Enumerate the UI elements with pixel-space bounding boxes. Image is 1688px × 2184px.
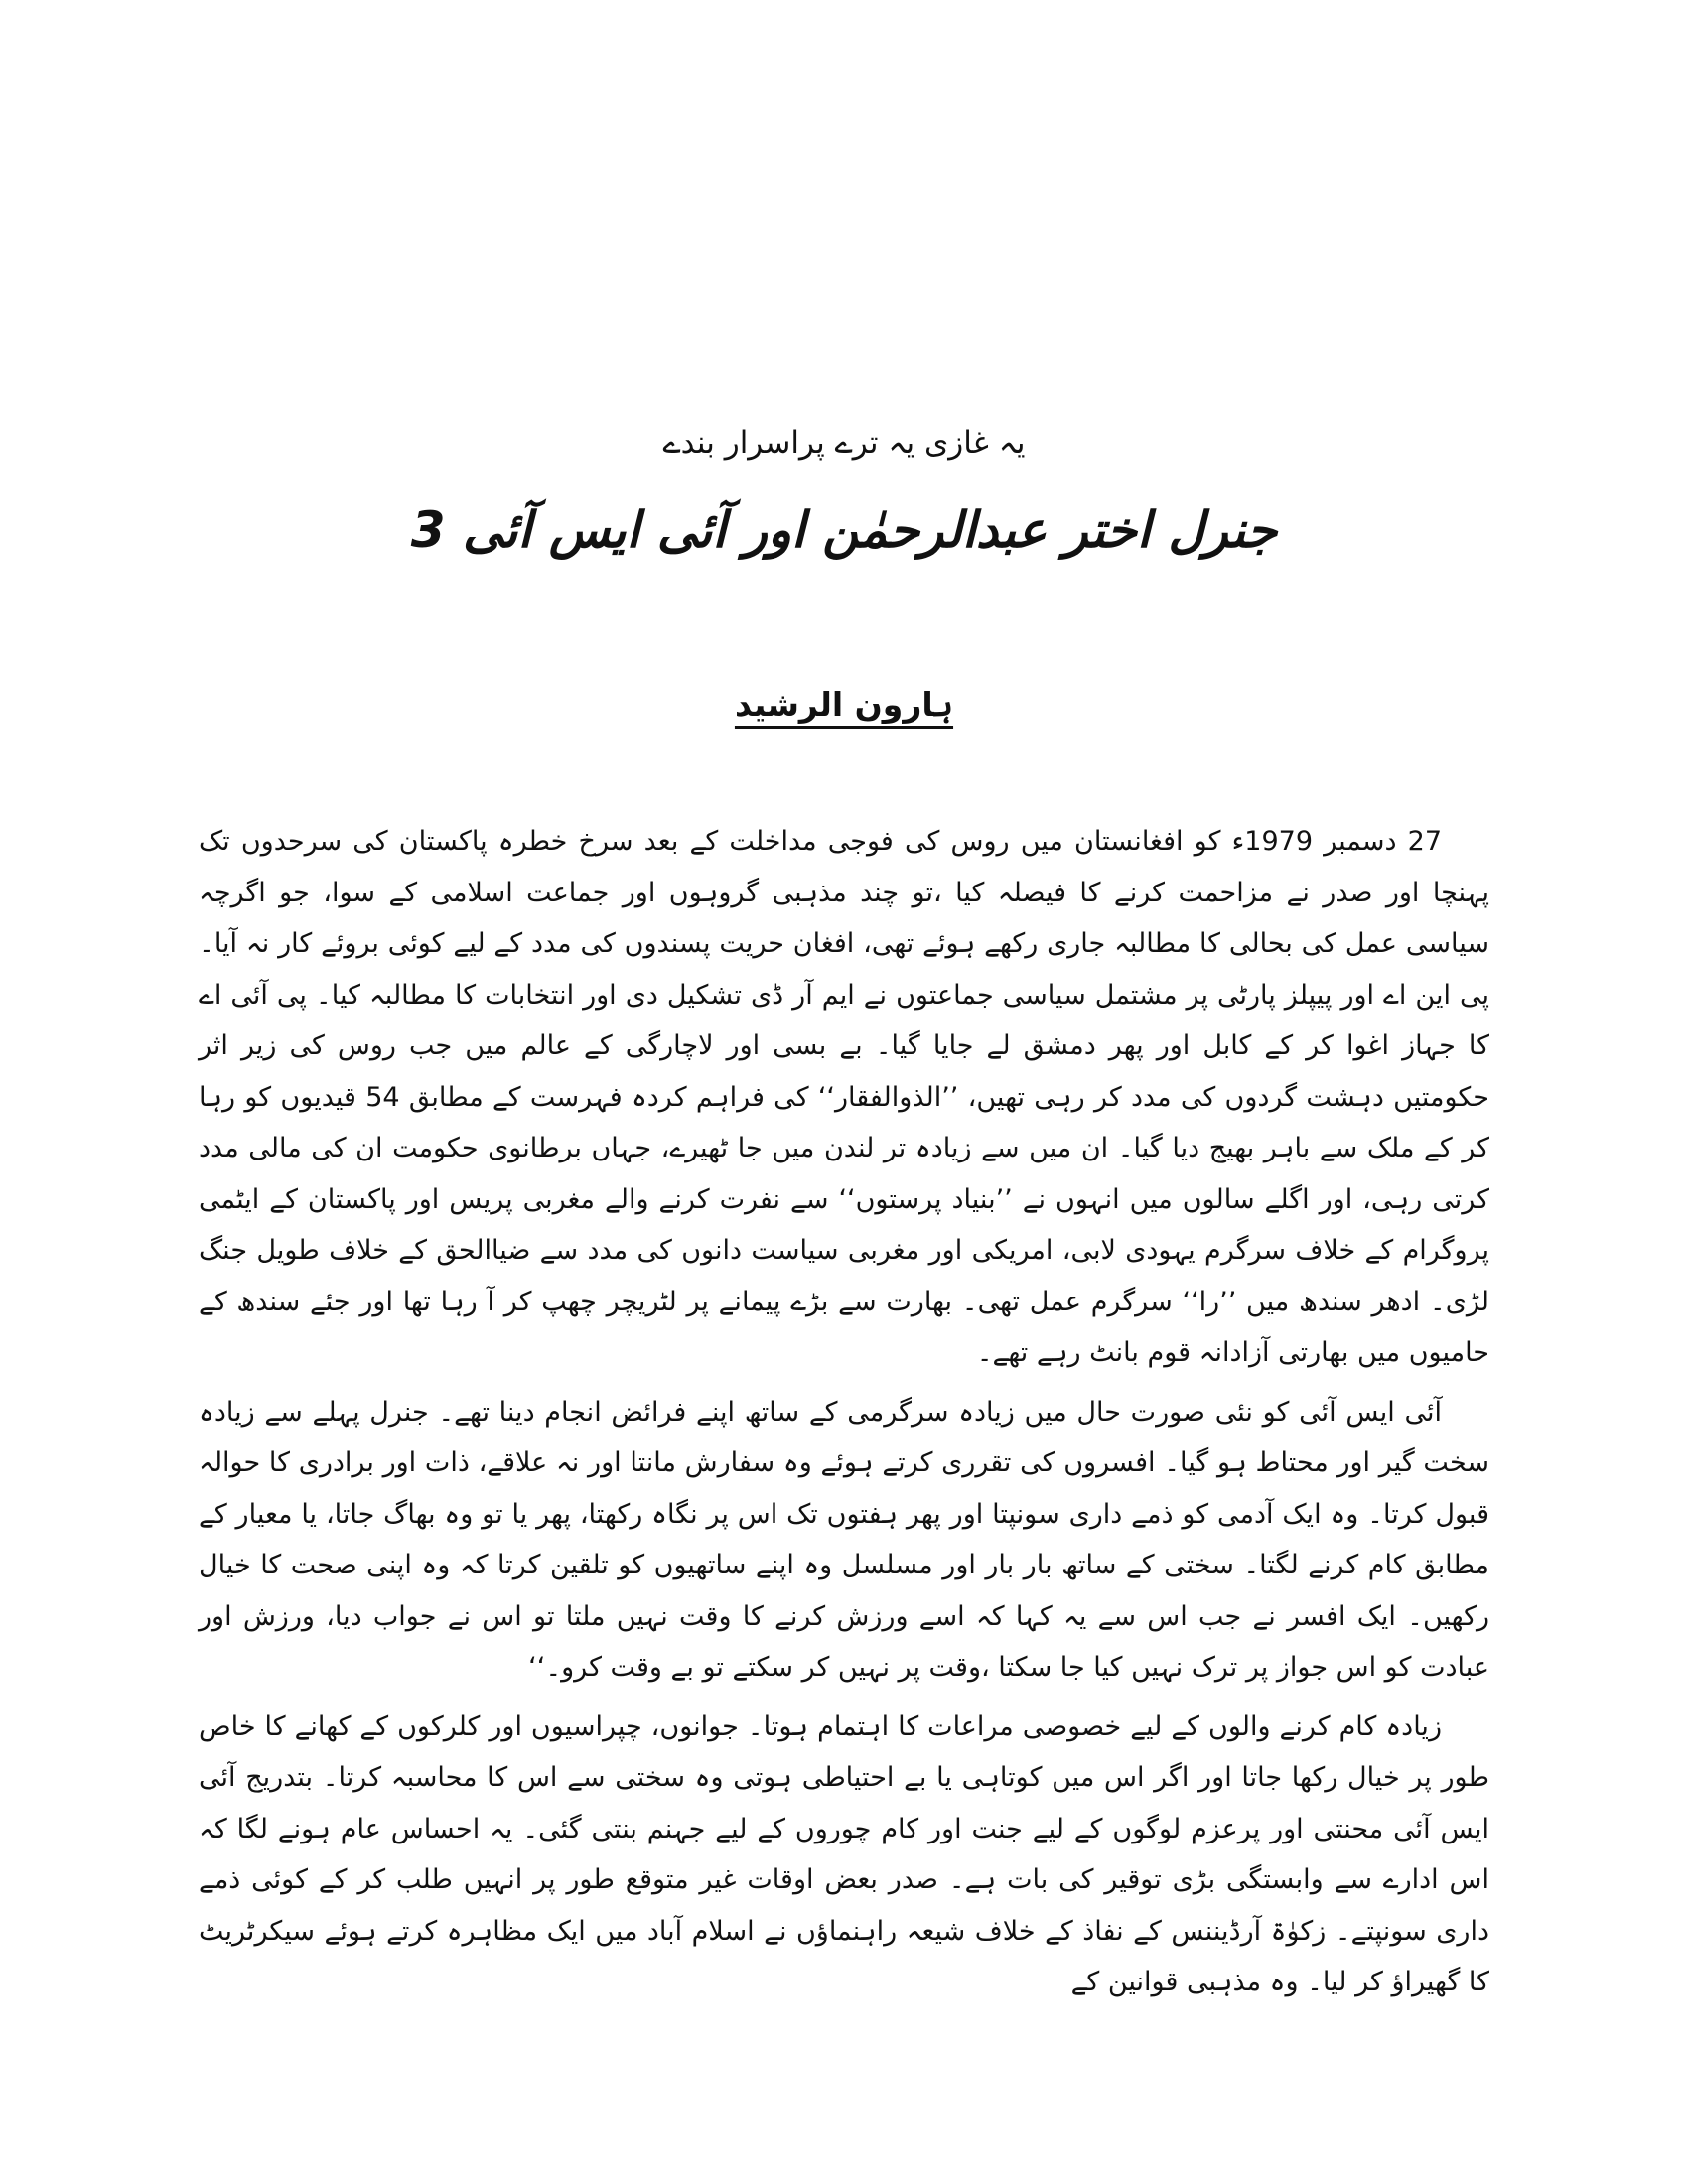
author-name: ہارون الرشید	[734, 685, 954, 724]
paragraph: زیادہ کام کرنے والوں کے لیے خصوصی مراعات کا اہتمام ہوتا۔ جوانوں، چپراسیوں اور کلرکوں کے کھانے کا خاص طور پر خیال رکھا جاتا اور اگر اس میں کوتاہی یا بے احتیاطی ہوتی وہ سختی سے اس کا محاسبہ کرتا۔ بتدریج آئی ایس آئی محنتی اور پرعزم لوگوں کے لیے جنت اور کام چوروں کے لیے جہنم بنتی گئی۔ یہ احساس عام ہونے لگا کہ اس ادارے سے وابستگی بڑی توقیر کی بات ہے۔ صدر بعض اوقات غیر متوقع طور پر انہیں طلب کر کے کوئی ذمے داری سونپتے۔ زکوٰۃ آرڈیننس کے نفاذ کے خلاف شیعہ راہنماؤں نے اسلام آباد میں ایک مظاہرہ کرتے ہوئے سیکرٹریٹ کا گھیراؤ کر لیا۔ وہ مذہبی قوانین کے	[199, 1710, 1489, 1997]
paragraph: 27 دسمبر 1979ء کو افغانستان میں روس کی فوجی مداخلت کے بعد سرخ خطرہ پاکستان کی سرحدوں تک پہنچا اور صدر نے مزاحمت کرنے کا فیصلہ کیا ،تو چند مذہبی گروہوں اور جماعت اسلامی کے سوا، جو اگرچہ سیاسی عمل کی بحالی کا مطالبہ جاری رکھے ہوئے تھی، افغان حریت پسندوں کی مدد کے لیے کوئی بروئے کار نہ آیا۔ پی این اے اور پیپلز پارٹی پر مشتمل سیاسی جماعتوں نے ایم آر ڈی تشکیل دی اور انتخابات کا مطالبہ کیا۔ پی آئی اے کا جہاز اغوا کر کے کابل اور پھر دمشق لے جایا گیا۔ بے بسی اور لاچارگی کے عالم میں جب روس کی زیر اثر حکومتیں دہشت گردوں کی مدد کر رہی تھیں، ’’الذوالفقار‘‘ کی فراہم کردہ فہرست کے مطابق 54 قیدیوں کو رہا کر کے ملک سے باہر بھیج دیا گیا۔ ان میں سے زیادہ تر لندن میں جا ٹھیرے، جہاں برطانوی حکومت ان کی مالی مدد کرتی رہی، اور اگلے سالوں میں انہوں نے ’’بنیاد پرستوں‘‘ سے نفرت کرنے والے مغربی پریس اور پاکستان کے ایٹمی پروگرام کے خلاف سرگرم یہودی لابی، امریکی اور مغربی سیاست دانوں کی مدد سے ضیاالحق کے خلاف طویل جنگ لڑی۔ ادھر سندھ میں ’’را‘‘ سرگرم عمل تھی۔ بھارت سے بڑے پیمانے پر لٹریچر چھپ کر آ رہا تھا اور جئے سندھ کے حامیوں میں بھارتی آزادانہ قوم بانٹ رہے تھے۔	[199, 826, 1489, 1368]
page-title: جنرل اختر عبدالرحمٰن اور آئی ایس آئی 3	[410, 501, 1278, 559]
page-kicker: یہ غازی یہ ترے پراسرار بندے	[662, 425, 1026, 461]
article-body	[199, 816, 1489, 2016]
paragraph: آئی ایس آئی کو نئی صورت حال میں زیادہ سرگرمی کے ساتھ اپنے فرائض انجام دینا تھے۔ جنرل پہلے سے زیادہ سخت گیر اور محتاط ہو گیا۔ افسروں کی تقرری کرتے ہوئے وہ سفارش مانتا اور نہ علاقے، ذات اور برادری کا حوالہ قبول کرتا۔ وہ ایک آدمی کو ذمے داری سونپتا اور پھر ہفتوں تک اس پر نگاہ رکھتا، پھر یا تو وہ بھاگ جاتا، یا معیار کے مطابق کام کرنے لگتا۔ سختی کے ساتھ بار بار اور مسلسل وہ اپنے ساتھیوں کو تلقین کرتا کہ وہ اپنی صحت کا خیال رکھیں۔ ایک افسر نے جب اس سے یہ کہا کہ اسے ورزش کرنے کا وقت نہیں ملتا تو اس نے جواب دیا، ورزش اور عبادت کو اس جواز پر ترک نہیں کیا جا سکتا ،وقت پر نہیں کر سکتے تو بے وقت کرو۔‘‘	[199, 1396, 1489, 1683]
author-byline	[0, 685, 1688, 724]
